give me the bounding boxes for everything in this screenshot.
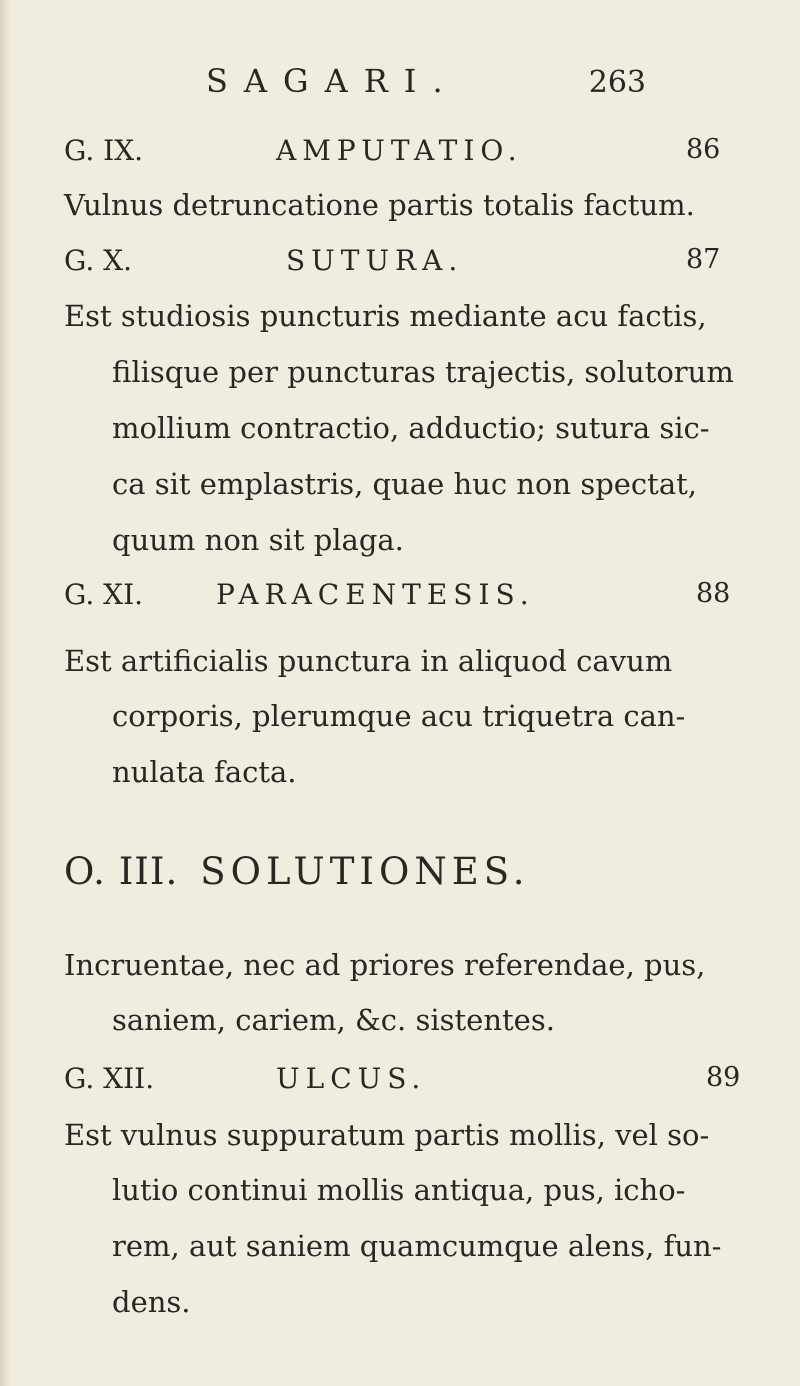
text-line: Est artificialis punctura in aliquod cavum [64, 644, 673, 678]
section-ref-number: 87 [686, 244, 721, 275]
section-number: G. X. [64, 244, 133, 277]
text-line: quum non sit plaga. [112, 523, 404, 557]
text-line: Incruentae, nec ad priores referendae, pus, [64, 948, 706, 982]
text-line: filisque per puncturas trajectis, solutorum [112, 355, 734, 389]
text-line: mollium contractio, adductio; sutura sic- [112, 411, 710, 445]
section-number: G. IX. [64, 134, 144, 167]
section-title: SUTURA. [286, 244, 464, 277]
running-header [206, 62, 646, 100]
text-line: saniem, cariem, &c. sistentes. [112, 1003, 555, 1037]
text-line: Vulnus detruncatione partis totalis factum. [64, 188, 695, 222]
section-number: G. XII. [64, 1062, 155, 1095]
text-line: Est vulnus suppuratum partis mollis, vel so- [64, 1118, 710, 1152]
order-title: SOLUTIONES. [200, 850, 530, 893]
running-title: SAGARI. [206, 62, 459, 100]
text-line: Est studiosis puncturis mediante acu factis, [64, 299, 707, 333]
text-line: corporis, plerumque acu triquetra can- [112, 699, 686, 733]
section-ref-number: 86 [686, 134, 721, 165]
text-line: dens. [112, 1285, 191, 1319]
text-line: ca sit emplastris, quae huc non spectat, [112, 467, 697, 501]
section-title: AMPUTATIO. [276, 134, 523, 167]
section-number: G. XI. [64, 578, 144, 611]
order-heading [64, 850, 530, 893]
section-title: PARACENTESIS. [216, 578, 535, 611]
page-binding-edge [0, 0, 10, 1386]
text-line: rem, aut saniem quamcumque alens, fun- [112, 1229, 722, 1263]
order-number: O. III. [64, 850, 179, 893]
section-ref-number: 88 [696, 578, 731, 609]
text-line: lutio continui mollis antiqua, pus, ichο- [112, 1173, 686, 1207]
section-title: ULCUS. [276, 1062, 427, 1095]
section-ref-number: 89 [706, 1062, 741, 1093]
text-line: nulata facta. [112, 755, 297, 789]
page-number: 263 [588, 65, 646, 100]
